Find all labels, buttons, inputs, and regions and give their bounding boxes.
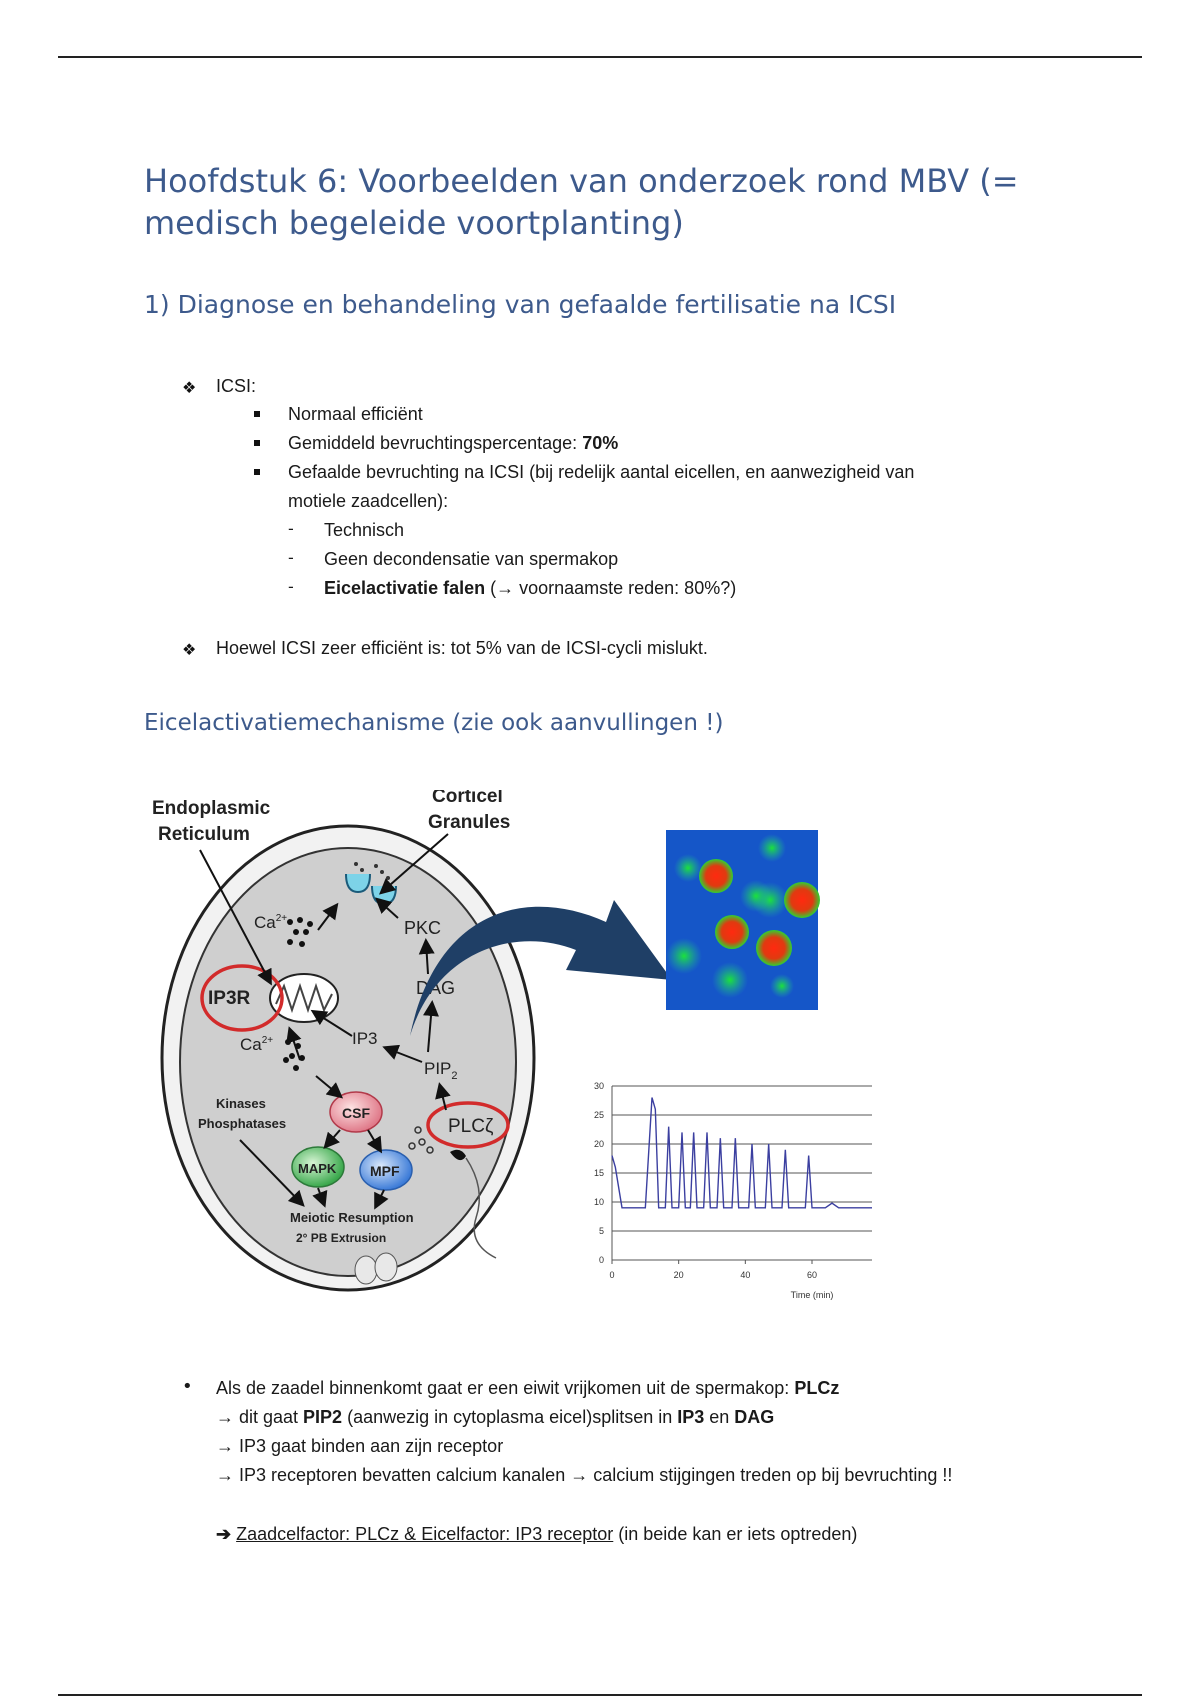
dash-bullet: - bbox=[288, 548, 294, 567]
explanation-line-2: → dit gaat PIP2 (aanwezig in cytoplasma eicel)splitsen in IP3 en DAG bbox=[216, 1407, 775, 1427]
y-tick-label: 15 bbox=[593, 1168, 604, 1178]
list-item-continuation: motiele zaadcellen): bbox=[288, 491, 449, 511]
x-tick-label: 20 bbox=[673, 1270, 684, 1280]
list-item: Gemiddeld bevruchtingspercentage: 70% bbox=[288, 433, 619, 453]
ip3-label: IP3 bbox=[352, 1029, 378, 1048]
y-tick-label: 20 bbox=[593, 1139, 604, 1149]
square-bullet-icon bbox=[254, 440, 260, 446]
ca-label-bottom: $Ca^{2+}$ bbox=[240, 1035, 274, 1054]
explanation-line-4: → IP3 receptoren bevatten calcium kanalen → calcium stijgingen treden op bij bevruchting !! bbox=[216, 1465, 953, 1485]
y-tick-label: 0 bbox=[598, 1255, 604, 1265]
x-axis-label: Time (min) bbox=[790, 1290, 834, 1300]
round-bullet: • bbox=[182, 1376, 193, 1397]
list-item: Gefaalde bevruchting na ICSI (bij redelijk aantal eicellen, en aanwezigheid van bbox=[288, 462, 915, 482]
bottom-rule bbox=[58, 1694, 1142, 1696]
icsi-note: Hoewel ICSI zeer efficiënt is: tot 5% van de ICSI-cycli mislukt. bbox=[216, 638, 708, 658]
granules-label-line2: Granules bbox=[428, 812, 511, 833]
dag-label: DAG bbox=[416, 978, 456, 998]
mapk-label: MAPK bbox=[298, 1161, 337, 1176]
phosphatases-label: Phosphatases bbox=[198, 1116, 287, 1131]
y-tick-label: 10 bbox=[593, 1197, 604, 1207]
calcium-oscillation-chart bbox=[594, 1081, 872, 1300]
explanation-line-1: Als de zaadel binnenkomt gaat er een eiwit vrijkomen uit de spermakop: PLCz bbox=[216, 1378, 840, 1398]
meiotic-label: Meiotic Resumption bbox=[290, 1210, 414, 1225]
x-tick-label: 0 bbox=[609, 1270, 615, 1280]
polar-body bbox=[355, 1256, 377, 1284]
x-tick-label: 40 bbox=[740, 1270, 751, 1280]
sub-list-item: Technisch bbox=[324, 520, 405, 540]
oscillation-series-line bbox=[612, 1098, 872, 1208]
y-tick-label: 5 bbox=[598, 1226, 604, 1236]
er-label-line2: Reticulum bbox=[158, 824, 250, 845]
er-label-line1: Endoplasmic bbox=[152, 798, 271, 819]
pip2-label: $PIP_2$ bbox=[424, 1059, 458, 1082]
sub-list-item: Geen decondensatie van spermakop bbox=[324, 549, 619, 569]
sub-list-item: Eicelactivatie falen (→ voornaamste reden: 80%?) bbox=[324, 578, 737, 598]
list-item: Normaal efficiënt bbox=[288, 404, 423, 424]
ip3r-label: IP3R bbox=[208, 988, 251, 1009]
dash-bullet: - bbox=[288, 577, 294, 596]
icsi-label: ICSI: bbox=[216, 376, 257, 396]
y-tick-label: 30 bbox=[593, 1081, 604, 1091]
dash-bullet: - bbox=[288, 519, 294, 538]
square-bullet-icon bbox=[254, 411, 260, 417]
kinases-label: Kinases bbox=[216, 1096, 266, 1111]
cortical-granule-icon bbox=[346, 874, 370, 892]
pb-extrusion-label: 2° PB Extrusion bbox=[296, 1231, 387, 1245]
polar-body bbox=[375, 1253, 397, 1281]
diamond-bullet-icon: ❖ bbox=[182, 640, 197, 659]
square-bullet-icon bbox=[254, 469, 260, 475]
y-tick-label: 25 bbox=[593, 1110, 604, 1120]
explanation-conclusion: ➔ Zaadcelfactor: PLCz & Eicelfactor: IP3 receptor (in beide kan er iets optreden) bbox=[216, 1524, 858, 1544]
percentage-value: 70% bbox=[582, 433, 619, 453]
explanation-line-3: → IP3 gaat binden aan zijn receptor bbox=[216, 1436, 504, 1456]
top-rule bbox=[58, 56, 1142, 58]
pkc-label: PKC bbox=[404, 918, 442, 938]
figure-svg bbox=[150, 790, 1050, 1310]
cortical-granule-icon bbox=[372, 886, 396, 904]
granules-label-line1: Corticel bbox=[432, 790, 503, 807]
ca-label-top: $Ca^{2+}$ bbox=[254, 913, 288, 932]
egg-activation-figure bbox=[150, 790, 1050, 1310]
section-heading-2: Eicelactivatiemechanisme (zie ook aanvullingen !) bbox=[144, 710, 724, 736]
arrow-icon: ➔ bbox=[216, 1524, 232, 1544]
x-tick-label: 60 bbox=[806, 1270, 818, 1280]
plc-label: PLCζ bbox=[448, 1116, 494, 1137]
section-heading-1: 1) Diagnose en behandeling van gefaalde fertilisatie na ICSI bbox=[144, 290, 897, 319]
csf-label: CSF bbox=[342, 1105, 370, 1121]
mpf-label: MPF bbox=[370, 1163, 400, 1179]
diamond-bullet-icon: ❖ bbox=[182, 378, 197, 397]
chapter-title: Hoofdstuk 6: Voorbeelden van onderzoek rond MBV (= medisch begeleide voortplanting) bbox=[144, 162, 1019, 242]
